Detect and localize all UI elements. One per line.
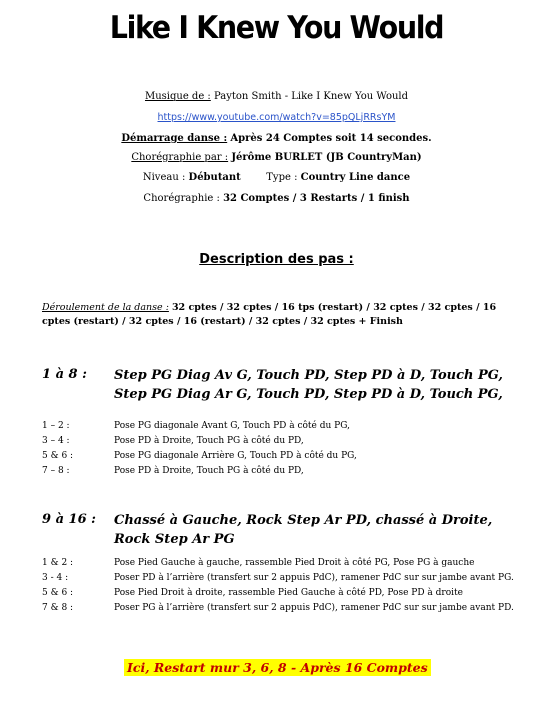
step-count: 7 – 8 :: [42, 466, 70, 476]
sequence-paragraph: [42, 301, 512, 329]
sequence-value: 32 cptes / 32 cptes / 16 tps (restart) / 32 cptes / 32 cptes / 16 cptes (restart) / 32 cptes / 16 (restart) / 32 cptes / 32 cptes + Finish: [42, 302, 497, 327]
section-1-title: [114, 366, 514, 404]
step-count: 1 & 2 :: [42, 558, 74, 568]
sequence-label: Déroulement de la danse :: [42, 302, 169, 313]
section-1-number: 1 à 8 :: [42, 367, 87, 382]
step-text: Poser PD à l’arrière (transfert sur 2 appuis PdC), ramener PdC sur sur jambe avant PG.: [114, 573, 514, 583]
step-count: 3 - 4 :: [42, 573, 69, 583]
music-value: Payton Smith - Like I Knew You Would: [214, 91, 408, 102]
description-title: Description des pas :: [199, 252, 354, 267]
level-label: Niveau :: [142, 172, 186, 183]
step-count: 5 & 6 :: [42, 588, 74, 598]
video-link-line: [0, 112, 553, 123]
music-label: Musique de :: [144, 91, 211, 102]
start-label: Démarrage danse :: [121, 133, 228, 144]
choreographer-line: [0, 152, 553, 163]
section-2-title: Chassé à Gauche, Rock Step Ar PD, chassé à Droite, Rock Step Ar PG: [114, 513, 493, 547]
step-text: Pose PG diagonale Arrière G, Touch PD à côté du PG,: [114, 451, 357, 461]
choreographer-label: Chorégraphie par :: [131, 152, 229, 163]
start-line: [0, 133, 553, 144]
section-1-title-line: Step PG Diag Av G, Touch PD, Step PD à D, Touch PG,: [114, 368, 503, 383]
choreography-line: [0, 193, 553, 204]
step-count: 5 & 6 :: [42, 451, 74, 461]
choreography-value: 32 Comptes / 3 Restarts / 1 finish: [223, 193, 410, 204]
choreographer-value: Jérôme BURLET (JB CountryMan): [231, 152, 422, 163]
type-value: Country Line dance: [300, 172, 411, 183]
restart-note: Ici, Restart mur 3, 6, 8 - Après 16 Comptes: [124, 659, 431, 676]
step-text: Pose Pied Gauche à gauche, rassemble Pied Droit à côté PG, Pose PG à gauche: [114, 558, 475, 568]
video-link[interactable]: https://www.youtube.com/watch?v=85pQLjRRsYM: [157, 112, 396, 123]
dance-title: Like I Knew You Would: [109, 10, 444, 46]
section-2-number: 9 à 16 :: [42, 512, 96, 527]
step-text: Pose PG diagonale Avant G, Touch PD à côté du PG,: [114, 421, 350, 431]
step-count: 7 & 8 :: [42, 603, 74, 613]
start-value: Après 24 Comptes soit 14 secondes.: [230, 133, 432, 144]
type-label: Type :: [266, 172, 298, 183]
step-text: Pose PD à Droite, Touch PG à côté du PD,: [114, 436, 304, 446]
step-text: Pose Pied Droit à droite, rassemble Pied Gauche à côté PD, Pose PD à droite: [114, 588, 463, 598]
level-value: Débutant: [188, 172, 241, 183]
step-count: 1 – 2 :: [42, 421, 70, 431]
section-1-title-line: Step PG Diag Ar G, Touch PD, Step PD à D, Touch PG,: [114, 387, 503, 402]
choreography-label: Chorégraphie :: [143, 193, 220, 204]
level-type-line: [0, 172, 553, 183]
step-text: Pose PD à Droite, Touch PG à côté du PD,: [114, 466, 304, 476]
step-count: 3 – 4 :: [42, 436, 70, 446]
music-line: [0, 91, 553, 102]
step-text: Poser PG à l’arrière (transfert sur 2 appuis PdC), ramener PdC sur sur jambe avant PD.: [114, 603, 514, 613]
